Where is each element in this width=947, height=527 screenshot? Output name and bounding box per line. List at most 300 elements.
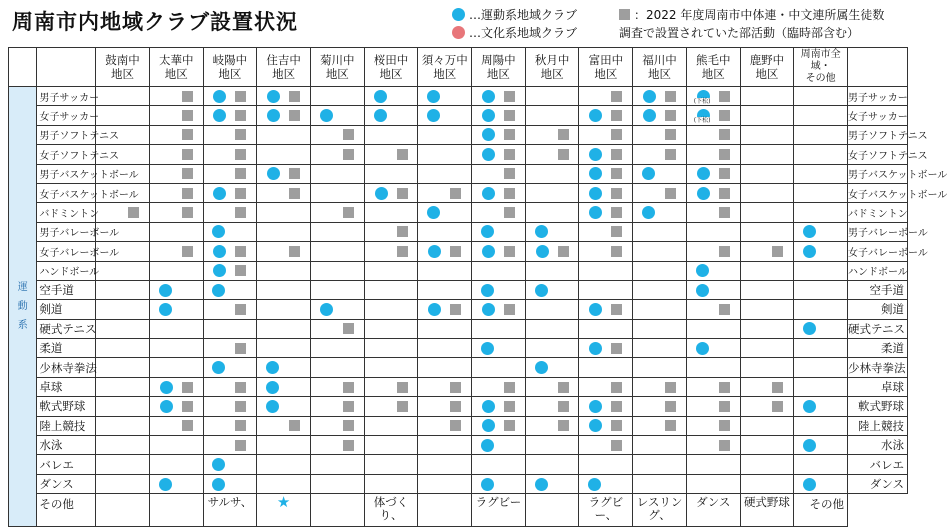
club-cell [794,87,848,106]
survey-club-icon [719,382,730,393]
club-cell [472,183,526,202]
sports-club-icon [159,284,172,297]
club-cell [472,261,526,280]
club-cell [310,164,364,183]
club-cell [310,106,364,125]
club-cell [525,280,579,299]
survey-club-icon [450,401,461,412]
survey-club-icon [665,129,676,140]
club-cell [418,87,472,106]
survey-club-icon [235,188,246,199]
club-cell [257,416,311,435]
club-cell [633,319,687,338]
club-cell [310,436,364,455]
other-cell: ダンス [686,494,740,527]
club-cell [579,203,633,222]
sports-club-icon [427,90,440,103]
sports-club-icon [427,109,440,122]
club-cell [794,280,848,299]
club-cell [633,261,687,280]
club-name-right: 柔道 [848,339,908,358]
club-cell [686,436,740,455]
club-cell [472,203,526,222]
club-cell [310,87,364,106]
sports-club-icon [589,206,602,219]
club-cell [149,261,203,280]
club-cell [579,145,633,164]
header-row [9,48,908,87]
club-cell [472,319,526,338]
legend-culture [452,24,577,41]
survey-club-icon [235,420,246,431]
club-cell [418,436,472,455]
survey-club-icon [289,420,300,431]
other-cell: ラグビー [472,494,526,527]
other-cell: レスリング、 [633,494,687,527]
club-name-right: 男子バスケットボール [848,164,908,183]
club-cell [257,319,311,338]
club-name: 少林寺拳法 [37,358,96,377]
club-cell [579,436,633,455]
club-cell [740,436,794,455]
sports-club-icon [803,439,816,452]
survey-club-icon [611,440,622,451]
sports-club-icon [482,148,495,161]
club-name: 空手道 [37,280,96,299]
legend-survey-label-1: ：2022 年度周南市中体連・中文連所属生徒数 [634,8,885,22]
club-cell [633,145,687,164]
club-cell [96,455,150,474]
sports-club-icon [697,187,710,200]
club-cell [310,222,364,241]
sports-club-icon [589,342,602,355]
sports-club-icon [803,322,816,335]
sports-club-icon [320,109,333,122]
club-cell [686,222,740,241]
club-cell [579,358,633,377]
club-name-right: ダンス [848,474,908,493]
club-cell [472,474,526,493]
club-cell [525,145,579,164]
other-cell: 硬式野球 [740,494,794,527]
sports-club-icon [642,167,655,180]
club-cell [633,164,687,183]
table-row [9,145,908,164]
survey-club-icon [558,129,569,140]
table-row [9,300,908,319]
club-name-right: 男子バレーボール [848,222,908,241]
club-cell [149,397,203,416]
sports-club-icon [803,225,816,238]
club-cell [310,319,364,338]
club-cell [686,339,740,358]
survey-club-icon [182,401,193,412]
club-cell [149,377,203,396]
sports-club-icon [696,264,709,277]
club-cell [418,125,472,144]
blue-circle-icon [452,8,465,21]
sports-club-icon [589,419,602,432]
club-cell [418,164,472,183]
club-name: 女子バスケットボール [37,183,96,202]
sports-club-icon [266,381,279,394]
club-cell [364,319,418,338]
club-cell [472,222,526,241]
club-cell [96,300,150,319]
survey-club-icon [235,440,246,451]
sports-club-icon [589,400,602,413]
club-name-right: 女子ソフトテニス [848,145,908,164]
club-cell [525,242,579,261]
club-cell [579,125,633,144]
survey-club-icon [397,149,408,160]
club-name: 女子サッカー [37,106,96,125]
survey-club-icon [611,401,622,412]
club-cell [579,183,633,202]
club-cell [579,474,633,493]
legend-sports [452,6,577,23]
club-cell [203,203,257,222]
club-cell [257,87,311,106]
sports-club-icon [160,381,173,394]
club-cell [794,183,848,202]
sports-club-icon [482,419,495,432]
club-cell [96,358,150,377]
survey-club-icon [289,168,300,179]
sports-club-icon [374,90,387,103]
club-cell [633,358,687,377]
sports-club-icon [320,303,333,316]
sports-club-icon [160,400,173,413]
club-cell [740,261,794,280]
sports-club-icon [481,439,494,452]
district-note: (下松) [693,97,711,105]
sports-club-icon [696,284,709,297]
other-cell: その他 [794,494,848,527]
club-cell [794,125,848,144]
page-title: 周南市内地域クラブ設置状況 [12,10,298,34]
club-cell [257,339,311,358]
district-header: 菊川中 地区 [310,48,364,87]
survey-club-icon [611,246,622,257]
club-name: 硬式テニス [37,319,96,338]
club-cell [794,436,848,455]
club-cell [740,455,794,474]
club-cell [794,397,848,416]
club-name: バドミントン [37,203,96,222]
survey-club-icon [182,149,193,160]
club-name-right: 女子バレーボール [848,242,908,261]
club-cell [203,261,257,280]
survey-club-icon [611,91,622,102]
table-row [9,222,908,241]
club-cell [418,474,472,493]
club-cell [472,87,526,106]
club-cell [149,280,203,299]
survey-club-icon [719,401,730,412]
club-cell [96,87,150,106]
survey-club-icon [504,149,515,160]
club-cell [364,164,418,183]
club-cell [364,300,418,319]
survey-club-icon [719,304,730,315]
sports-club-icon [535,284,548,297]
club-cell [686,125,740,144]
club-cell [633,474,687,493]
survey-club-icon [235,91,246,102]
club-cell [740,125,794,144]
club-cell [579,280,633,299]
club-cell [525,319,579,338]
category-label: 運 動 系 [9,87,37,527]
sports-club-icon [535,225,548,238]
sports-club-icon [536,245,549,258]
club-cell [96,339,150,358]
club-cell [472,377,526,396]
club-cell [794,222,848,241]
club-cell [364,416,418,435]
survey-club-icon [235,382,246,393]
survey-club-icon [665,401,676,412]
club-cell [310,416,364,435]
table-row [9,474,908,493]
survey-club-icon [450,382,461,393]
survey-club-icon [772,401,783,412]
survey-club-icon [397,188,408,199]
club-cell [794,416,848,435]
club-cell [149,416,203,435]
district-header: 須々万中 地区 [418,48,472,87]
legend-culture-label: …文化系地域クラブ [469,26,578,40]
club-name: 卓球 [37,377,96,396]
club-cell [525,261,579,280]
survey-club-icon [504,420,515,431]
club-cell [472,242,526,261]
club-cell [740,474,794,493]
survey-club-icon [450,304,461,315]
survey-club-icon [611,226,622,237]
club-cell [149,474,203,493]
club-cell [203,377,257,396]
survey-club-icon [235,168,246,179]
club-cell [96,319,150,338]
club-cell [686,261,740,280]
club-cell [525,436,579,455]
club-cell [149,164,203,183]
sports-club-icon [482,187,495,200]
club-cell [794,358,848,377]
survey-club-icon [235,149,246,160]
club-cell [579,87,633,106]
table-row [9,280,908,299]
survey-club-icon [611,343,622,354]
club-cell [203,242,257,261]
club-cell [579,455,633,474]
club-cell [525,358,579,377]
sports-club-icon [428,303,441,316]
corner-cell [9,48,37,87]
survey-club-icon [182,188,193,199]
club-cell [257,261,311,280]
club-cell [579,261,633,280]
club-cell [418,319,472,338]
sports-club-icon [482,109,495,122]
survey-club-icon [343,382,354,393]
survey-club-icon [397,401,408,412]
survey-club-icon [343,420,354,431]
sports-club-icon [693,109,711,125]
survey-club-icon [611,382,622,393]
sports-club-icon [428,245,441,258]
sports-club-icon [212,225,225,238]
survey-club-icon [397,382,408,393]
club-cell [633,203,687,222]
club-cell [310,397,364,416]
sports-club-icon [481,342,494,355]
club-cell [472,280,526,299]
club-cell [418,455,472,474]
survey-club-icon [289,110,300,121]
club-name-right: 軟式野球 [848,397,908,416]
table-row [9,455,908,474]
club-cell [364,203,418,222]
sports-club-icon [213,264,226,277]
club-cell [686,300,740,319]
sports-club-icon [482,90,495,103]
club-cell [525,300,579,319]
club-cell [257,377,311,396]
club-cell [310,203,364,222]
club-cell [472,339,526,358]
club-name: バレエ [37,455,96,474]
club-cell [149,222,203,241]
club-cell [96,436,150,455]
other-cell [418,494,472,527]
club-cell [203,280,257,299]
club-cell [686,280,740,299]
club-cell [579,397,633,416]
club-cell [740,416,794,435]
sports-club-icon [482,128,495,141]
district-note: (下松) [693,117,711,125]
table-row [9,242,908,261]
survey-club-icon [719,91,730,102]
club-name-right: 女子サッカー [848,106,908,125]
club-cell [794,261,848,280]
club-cell [686,319,740,338]
survey-club-icon [289,188,300,199]
other-cell [149,494,203,527]
survey-club-icon [504,382,515,393]
survey-club-icon [772,246,783,257]
club-name: 水泳 [37,436,96,455]
table-row [9,183,908,202]
sports-club-icon [266,400,279,413]
survey-club-icon [182,382,193,393]
survey-club-icon [719,110,730,121]
club-cell [310,377,364,396]
club-cell [149,339,203,358]
district-header: 住吉中 地区 [257,48,311,87]
legend-survey-2 [619,24,859,41]
survey-club-icon [611,149,622,160]
sports-club-icon [374,109,387,122]
survey-club-icon [665,149,676,160]
survey-club-icon [504,207,515,218]
club-cell [633,87,687,106]
sports-club-icon [482,245,495,258]
club-cell [96,416,150,435]
club-cell [579,300,633,319]
table-row [9,416,908,435]
club-cell [525,455,579,474]
club-cell [686,416,740,435]
club-cell [686,358,740,377]
club-cell [310,183,364,202]
legend-sports-label: …運動系地域クラブ [469,8,578,22]
survey-club-icon [719,420,730,431]
table-row-other [9,494,908,527]
club-name: 男子ソフトテニス [37,125,96,144]
district-header: 福川中 地区 [633,48,687,87]
club-cell [418,242,472,261]
sports-club-icon [212,458,225,471]
sports-club-icon [696,342,709,355]
sports-club-icon [803,400,816,413]
club-cell [149,125,203,144]
survey-club-icon [611,304,622,315]
survey-club-icon [504,168,515,179]
club-cell [418,300,472,319]
survey-club-icon [235,110,246,121]
club-cell [310,358,364,377]
club-cell [525,106,579,125]
survey-club-icon [611,110,622,121]
club-cell [418,339,472,358]
club-cell [203,436,257,455]
club-cell [633,416,687,435]
club-cell [525,87,579,106]
club-cell [96,397,150,416]
club-cell [203,300,257,319]
club-cell [364,377,418,396]
club-cell [257,436,311,455]
survey-club-icon [665,91,676,102]
club-cell [364,145,418,164]
survey-club-icon [128,207,139,218]
survey-club-icon [504,304,515,315]
club-name-right: 女子バスケットボール [848,183,908,202]
club-cell [149,87,203,106]
club-cell [525,339,579,358]
sports-club-icon [213,90,226,103]
club-cell [418,377,472,396]
club-cell [364,474,418,493]
club-cell [794,455,848,474]
club-cell [472,300,526,319]
club-name-right: 男子サッカー [848,87,908,106]
table-row [9,203,908,222]
club-cell [310,261,364,280]
survey-club-icon [611,420,622,431]
survey-club-icon [504,110,515,121]
survey-club-icon [772,382,783,393]
club-cell [525,222,579,241]
sports-club-icon [803,478,816,491]
table-row [9,164,908,183]
survey-club-icon [235,304,246,315]
club-cell [686,474,740,493]
